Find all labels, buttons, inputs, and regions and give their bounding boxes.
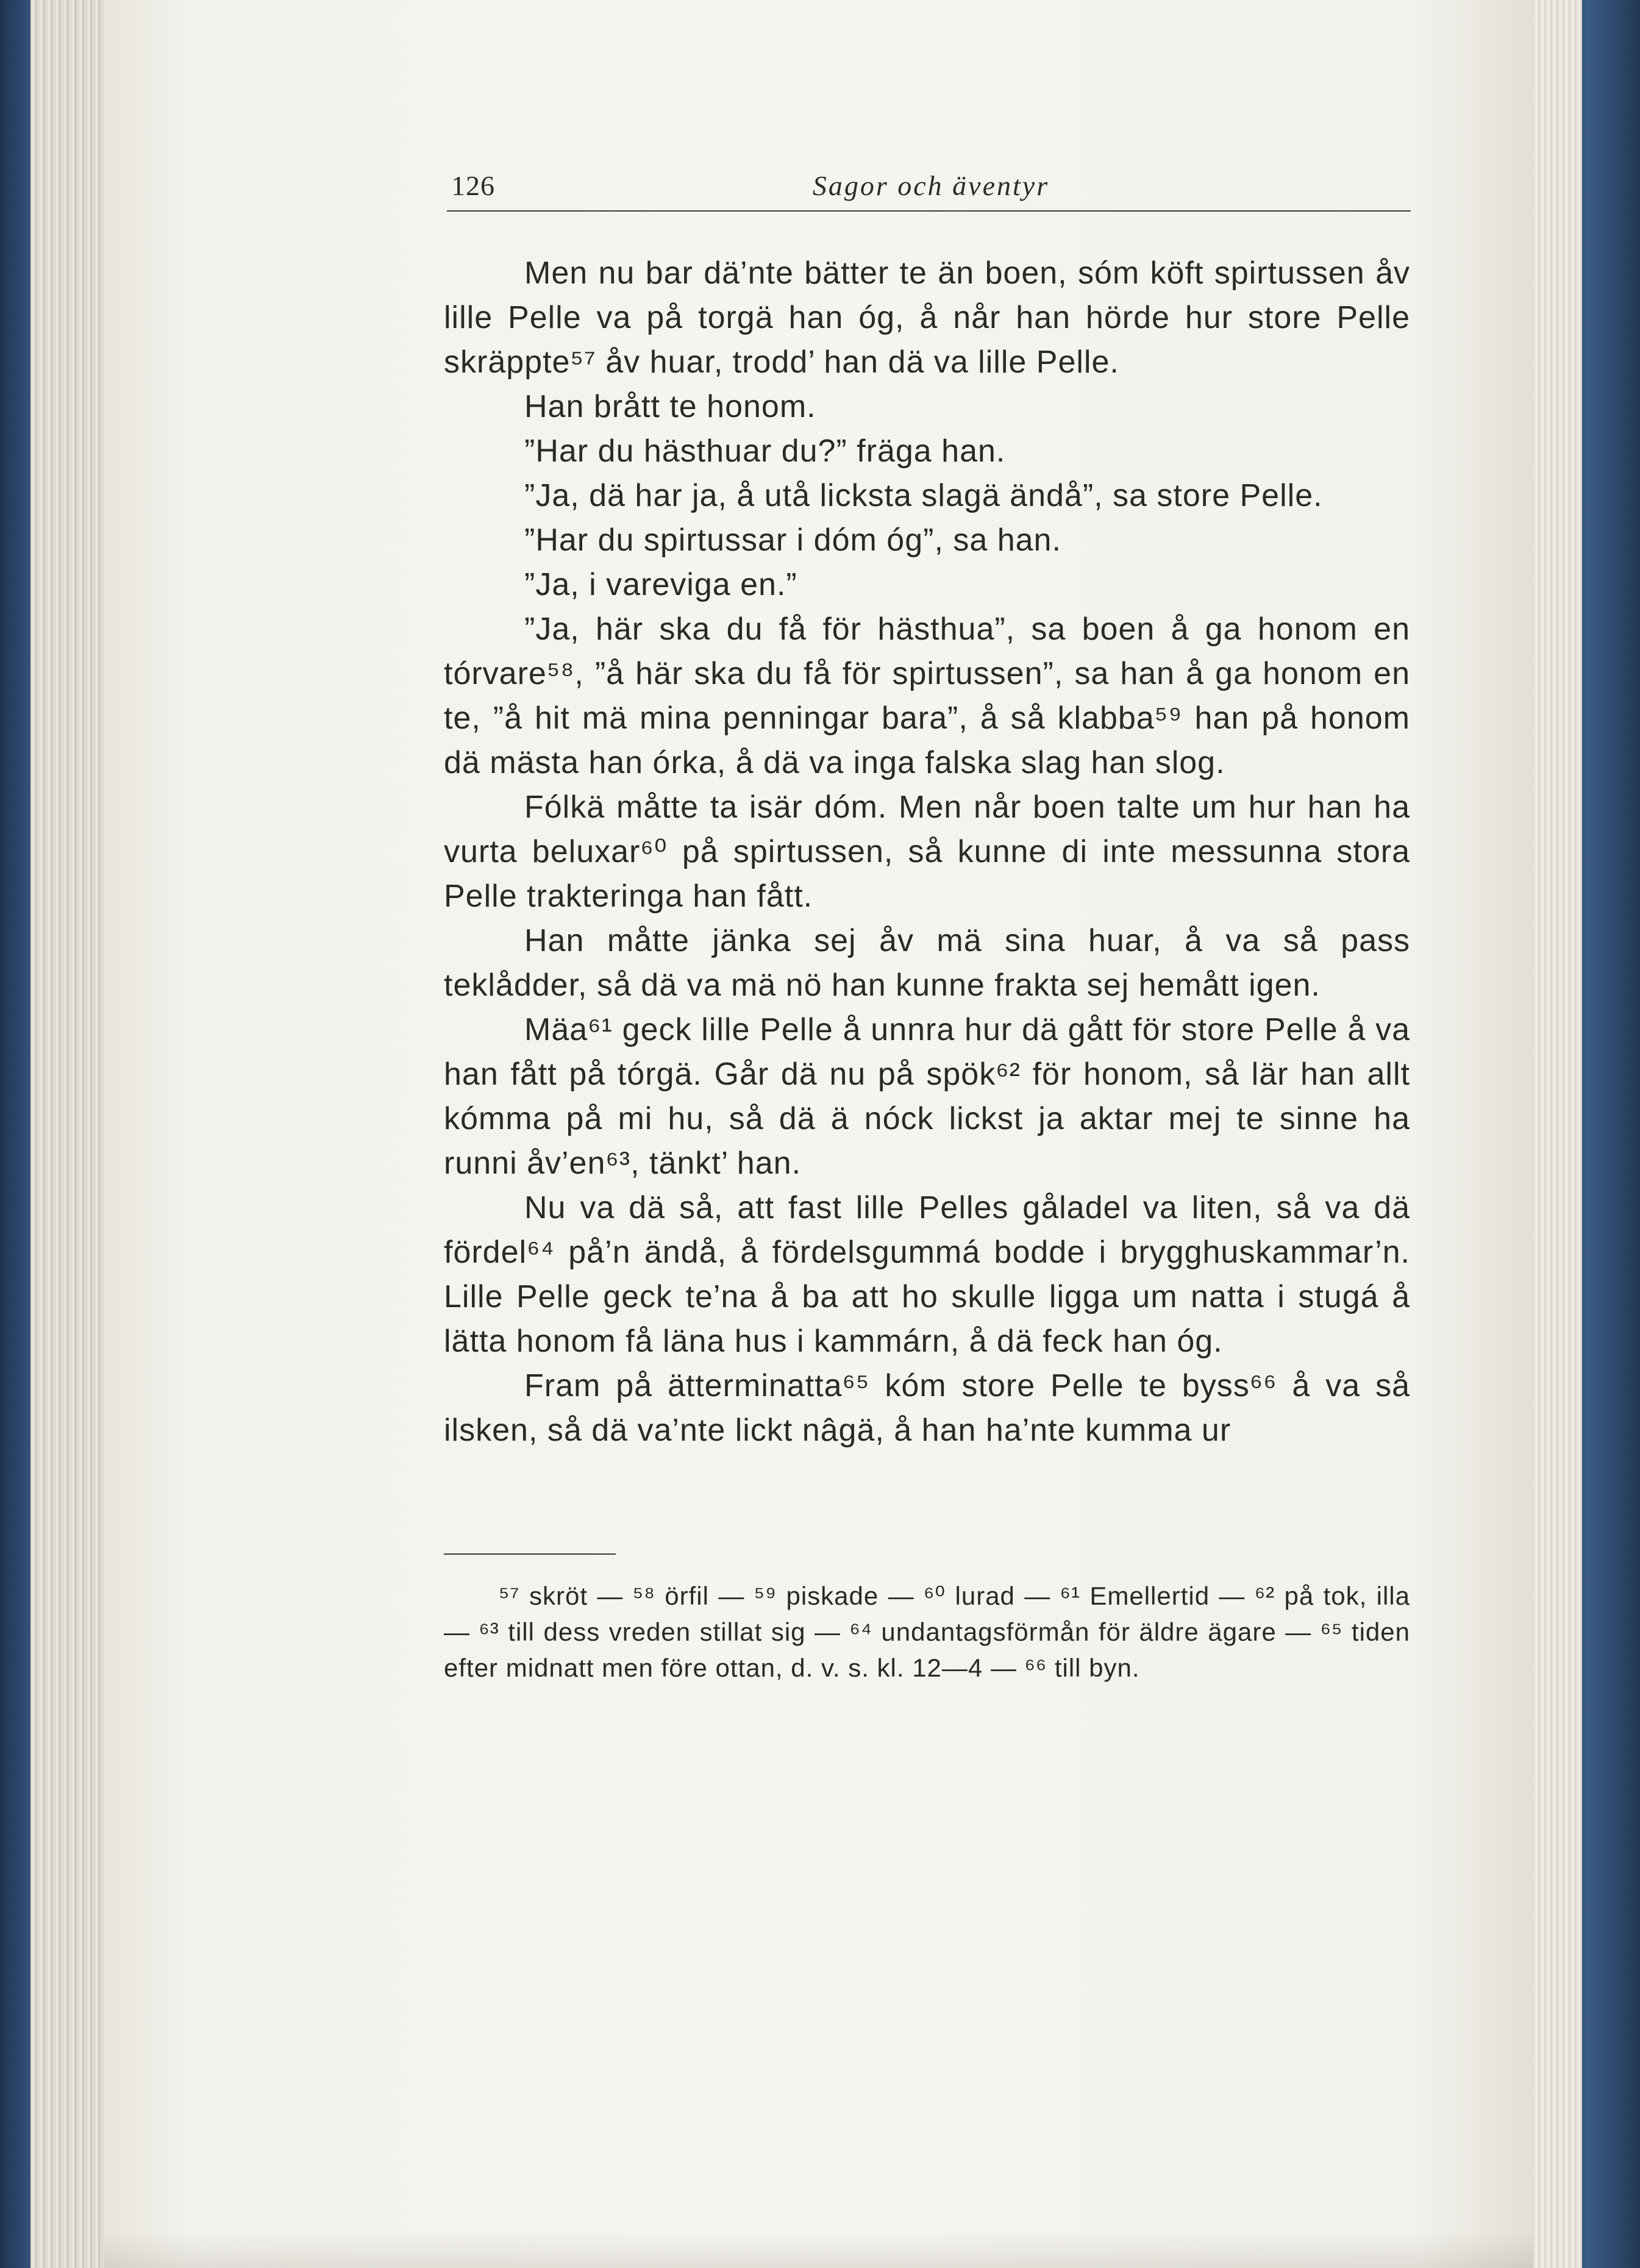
footnote-text: ⁵⁷ skröt — ⁵⁸ örfil — ⁵⁹ piskade — ⁶⁰ lurad — ⁶¹ Emellertid — ⁶² på tok, illa — ⁶³ till dess vreden stillat sig — ⁶⁴ undantagsförmån för äldre ägare — ⁶⁵ tiden efter midnatt men före ottan, d. v. s. kl. 12—4 — ⁶⁶ till byn. bbox=[444, 1582, 1410, 1682]
paragraph: Fram på ätterminatta⁶⁵ kóm store Pelle te byss⁶⁶ å va så ilsken, så dä va’nte lickt nâgä, å han ha’nte kumma ur bbox=[444, 1368, 1410, 1448]
paragraph: Han brått te honom. bbox=[524, 389, 816, 424]
paragraph: Nu va dä så, att fast lille Pelles gåladel va liten, så va dä fördel⁶⁴ på’n ändå, å fördelsgummá bodde i brygghuskammar’n. Lille Pelle geck te’na å ba att ho skulle ligga um natta i stugá å lätta honom få läna hus i kammárn, å dä feck han óg. bbox=[444, 1190, 1410, 1359]
header-rule bbox=[447, 210, 1411, 212]
paragraph: Han måtte jänka sej åv mä sina huar, å va så pass teklådder, så dä va mä nö han kunne frakta sej hemått igen. bbox=[444, 923, 1410, 1003]
page-shadow bbox=[104, 2231, 1533, 2268]
page-number: 126 bbox=[451, 170, 495, 201]
paragraph: ”Ja, här ska du få för hästhua”, sa boen å ga honom en tórvare⁵⁸, ”å här ska du få för spirtussen”, sa han å ga honom en te, ”å hit mä mina penningar bara”, å så klabba⁵⁹ han på honom dä mästa han órka, å dä va inga falska slag han slog. bbox=[444, 612, 1410, 780]
paragraph: ”Har du hästhuar du?” fräga han. bbox=[524, 433, 1006, 469]
paragraph: Fólkä måtte ta isär dóm. Men når boen talte um hur han ha vurta beluxar⁶⁰ på spirtussen, så kunne di inte messunna stora Pelle trakteringa han fått. bbox=[444, 790, 1410, 914]
body-text bbox=[444, 251, 1410, 1453]
paragraph: ”Ja, i vareviga en.” bbox=[524, 567, 797, 602]
paragraph: ”Har du spirtussar i dóm óg”, sa han. bbox=[524, 522, 1061, 558]
paragraph: Men nu bar dä’nte bätter te än boen, sóm köft spirtussen åv lille Pelle va på torgä han óg, å når han hörde hur store Pelle skräppte⁵⁷ åv huar, trodd’ han dä va lille Pelle. bbox=[444, 255, 1410, 380]
page-header bbox=[451, 169, 1411, 206]
running-title: Sagor och äventyr bbox=[812, 170, 1050, 201]
paragraph: Mäa⁶¹ geck lille Pelle å unnra hur dä gått för store Pelle å va han fått på tórgä. Går dä nu på spök⁶² för honom, så lär han allt kómma på mi hu, så dä ä nóck lickst ja aktar mej te sinne ha runni åv’en⁶³, tänkt’ han. bbox=[444, 1012, 1410, 1181]
paragraph: ”Ja, dä har ja, å utå licksta slagä ändå”, sa store Pelle. bbox=[524, 478, 1323, 513]
footnotes bbox=[444, 1578, 1410, 1686]
footnote-rule bbox=[444, 1553, 616, 1555]
